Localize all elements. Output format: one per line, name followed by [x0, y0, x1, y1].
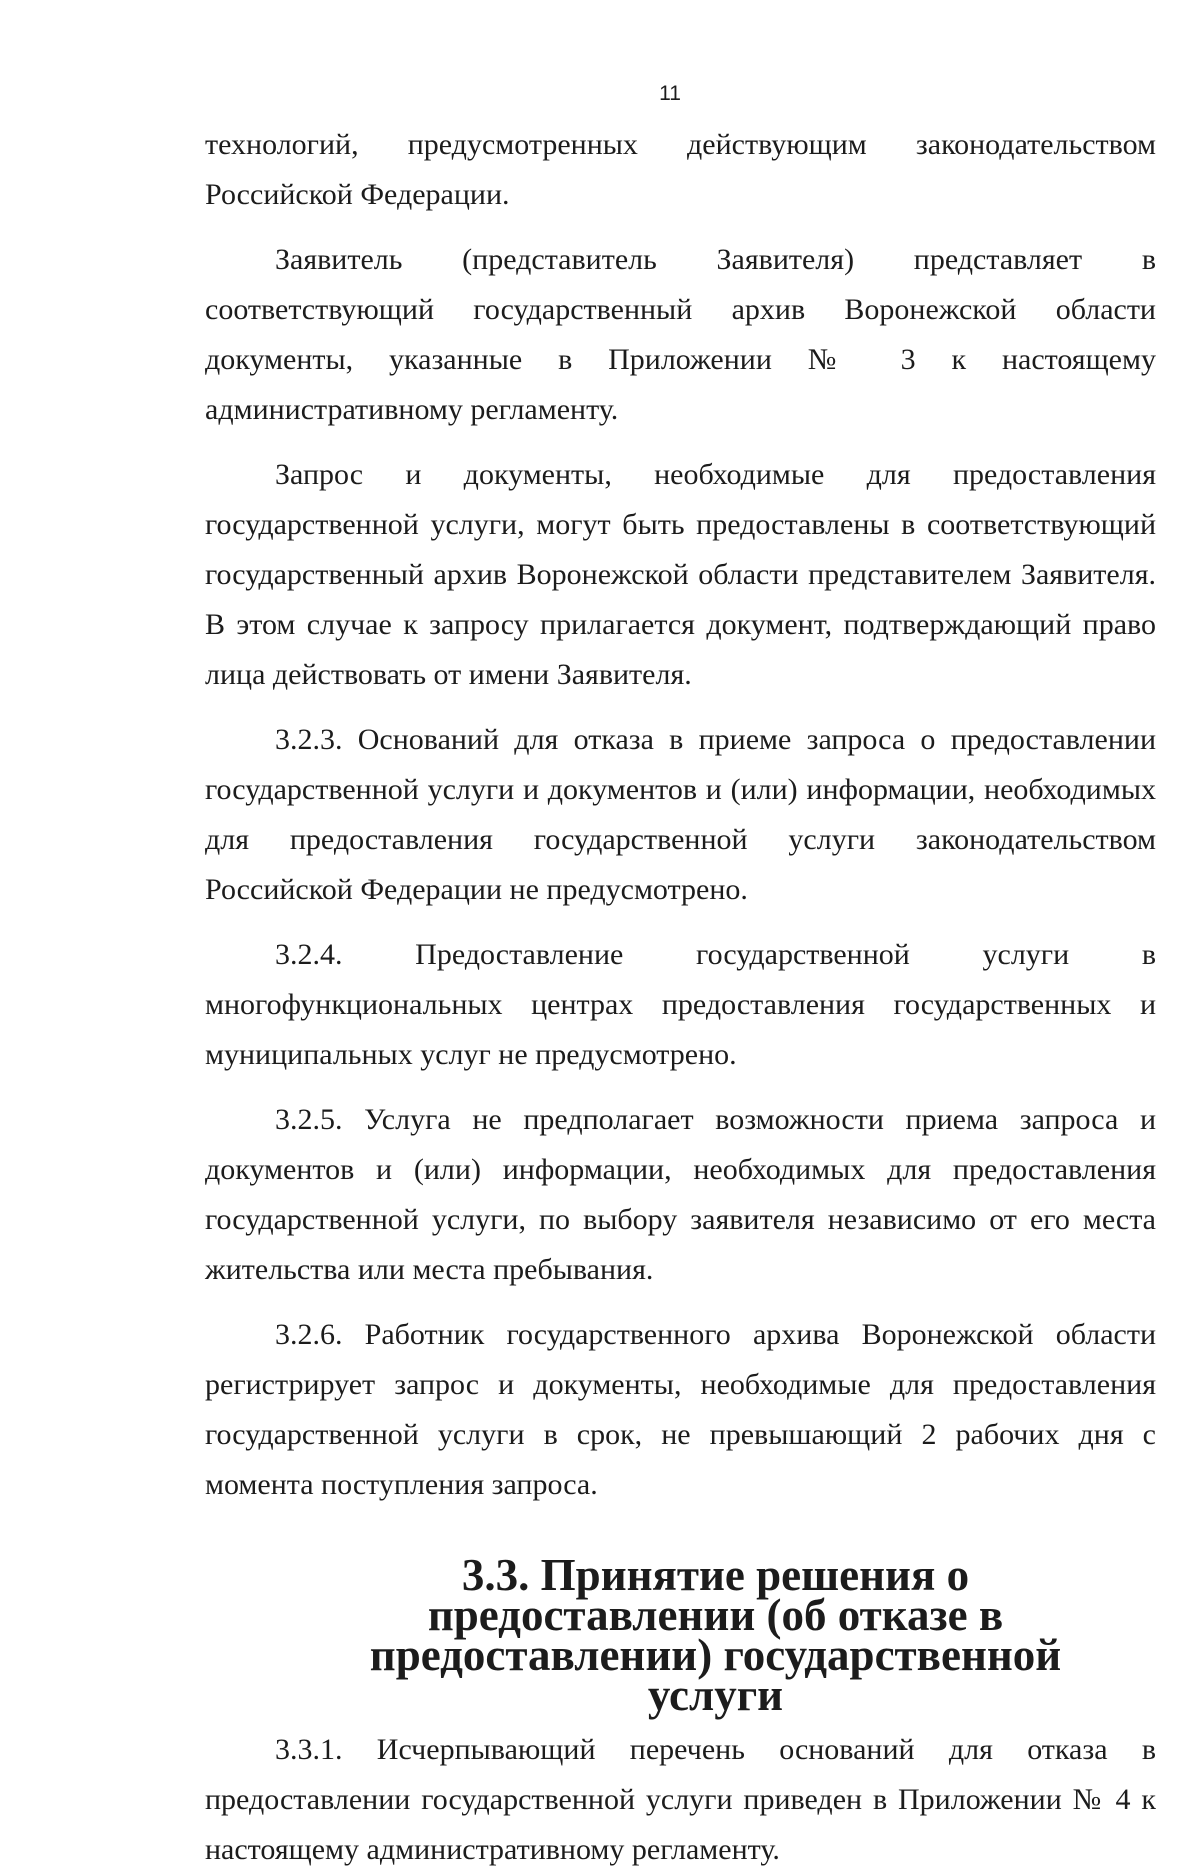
paragraph-3-2-4: 3.2.4. Предоставление государственной услуги в многофункциональных центрах предоставления государственных и муниципальных услуг не предусмотрено.	[205, 938, 1156, 1071]
document-body	[205, 120, 1156, 1875]
section-heading-line-1: 3.3. Принятие решения о предоставлении (об отказе в	[427, 1550, 1004, 1640]
paragraph-3-2-3: 3.2.3. Оснований для отказа в приеме запроса о предоставлении государственной услуги и документов и (или) информации, необходимых для предоставления государственной услуги законодательством Российской Федерации не предусмотрено.	[205, 723, 1156, 906]
paragraph-3-2-5: 3.2.5. Услуга не предполагает возможности приема запроса и документов и (или) информации, необходимых для предоставления государственной услуги, по выбору заявителя независимо от его места жительства или места пребывания.	[205, 1103, 1156, 1286]
page-number: 11	[659, 82, 681, 105]
paragraph-continuation: технологий, предусмотренных действующим законодательством Российской Федерации.	[205, 128, 1156, 211]
paragraph-3-2-6: 3.2.6. Работник государственного архива Воронежской области регистрирует запрос и документы, необходимые для предоставления государственной услуги в срок, не превышающий 2 рабочих дня с момента поступления запроса.	[205, 1318, 1156, 1501]
paragraph-3-3-1: 3.3.1. Исчерпывающий перечень оснований для отказа в предоставлении государственной услуги приведен в Приложении № 4 к настоящему административному регламенту.	[205, 1733, 1156, 1866]
paragraph-request-documents: Запрос и документы, необходимые для предоставления государственной услуги, могут быть предоставлены в соответствующий государственный архив Воронежской области представителем Заявителя. В этом случае к запросу прилагается документ, подтверждающий право лица действовать от имени Заявителя.	[205, 458, 1156, 691]
section-heading-line-2: предоставлении) государственной услуги	[369, 1630, 1062, 1720]
section-heading-3-3	[205, 1550, 1156, 1720]
paragraph-applicant: Заявитель (представитель Заявителя) представляет в соответствующий государственный архив Воронежской области документы, указанные в Приложении № 3 к настоящему административному регламенту.	[205, 243, 1156, 426]
